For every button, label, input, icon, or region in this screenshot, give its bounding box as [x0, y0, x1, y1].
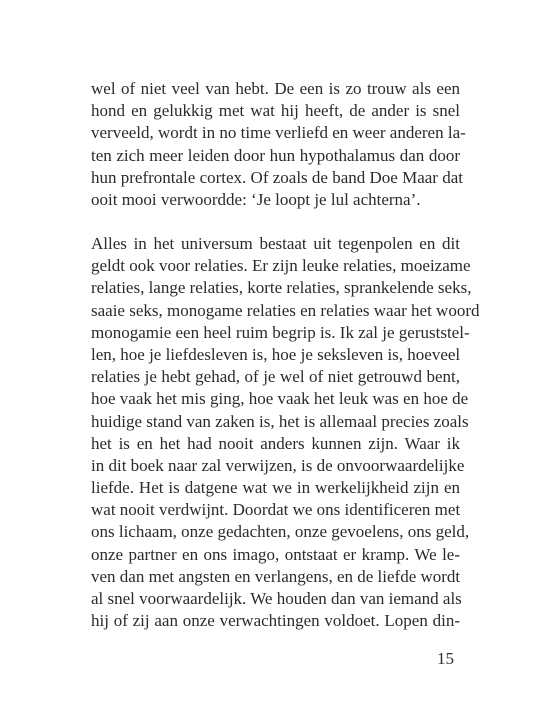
text-line: ons lichaam, onze gedachten, onze gevoelens, ons geld, [91, 522, 470, 542]
text-line: al snel voorwaardelijk. We houden dan van iemand als [91, 589, 462, 608]
text-line: verveeld, wordt in no time verliefd en weer anderen la- [91, 123, 466, 143]
text-line: het is en het had nooit anders kunnen zijn. Waar ik [91, 433, 460, 453]
text-line: relaties, lange relaties, korte relaties, sprankelende seks, [91, 278, 472, 298]
paragraph-2 [91, 233, 480, 632]
text-line: huidige stand van zaken is, het is allemaal precies zoals [91, 411, 469, 431]
text-line: liefde. Het is datgene wat we in werkelijkheid zijn en [91, 478, 460, 498]
text-line: relaties je hebt gehad, of je wel of niet getrouwd bent, [91, 367, 460, 387]
text-line: hond en gelukkig met wat hij heeft, de ander is snel [91, 101, 460, 121]
text-line: len, hoe je liefdesleven is, hoe je seksleven is, hoeveel [91, 344, 461, 364]
text-line: hoe vaak het mis ging, hoe vaak het leuk was en hoe de [91, 389, 469, 409]
text-line: hij of zij aan onze verwachtingen voldoet. Lopen din- [91, 611, 460, 631]
text-line: in dit boek naar zal verwijzen, is de onvoorwaardelijke [91, 455, 465, 475]
text-line: wel of niet veel van hebt. De een is zo trouw als een [91, 79, 460, 98]
text-line: monogamie een heel ruim begrip is. Ik zal je geruststel- [91, 322, 470, 342]
text-line: Alles in het universum bestaat uit tegenpolen en dit [91, 234, 460, 253]
text-line: ooit mooi verwoordde: ‘Je loopt je lul achterna’. [91, 189, 421, 209]
text-line: onze partner en ons imago, ontstaat er kramp. We le- [91, 544, 460, 564]
text-line: saaie seks, monogame relaties en relaties waar het woord [91, 300, 480, 320]
text-line: hun prefrontale cortex. Of zoals de band Doe Maar dat [91, 167, 463, 187]
text-line: geldt ook voor relaties. Er zijn leuke relaties, moeizame [91, 256, 471, 276]
text-line: wat nooit verdwijnt. Doordat we ons identificeren met [91, 500, 461, 520]
paragraph-1 [91, 78, 466, 211]
text-line: ven dan met angsten en verlangens, en de liefde wordt [91, 566, 461, 586]
page-number: 15 [437, 649, 454, 668]
text-line: ten zich meer leiden door hun hypothalamus dan door [91, 145, 460, 165]
